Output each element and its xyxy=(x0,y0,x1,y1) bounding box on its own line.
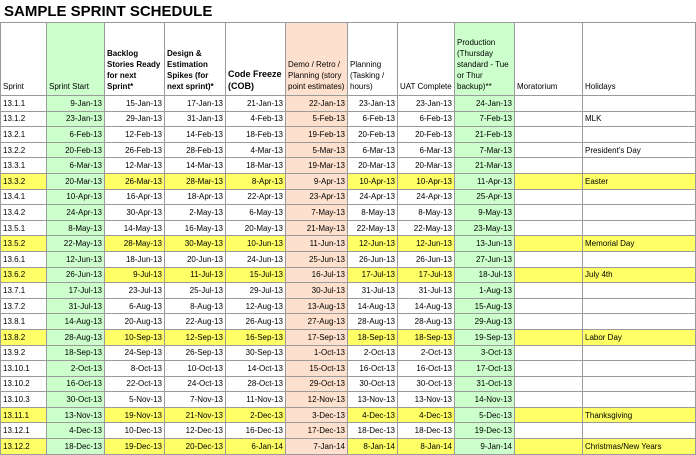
cell-production[interactable]: 5-Dec-13 xyxy=(455,407,515,423)
cell-moratorium[interactable] xyxy=(515,236,583,252)
cell-uat[interactable]: 6-Feb-13 xyxy=(398,111,455,127)
cell-demo[interactable]: 27-Aug-13 xyxy=(286,314,348,330)
cell-holiday[interactable] xyxy=(583,392,696,408)
cell-production[interactable]: 13-Jun-13 xyxy=(455,236,515,252)
cell-planning[interactable]: 28-Aug-13 xyxy=(348,314,398,330)
cell-design[interactable]: 24-Oct-13 xyxy=(165,376,226,392)
cell-code-freeze[interactable]: 16-Sep-13 xyxy=(226,329,286,345)
cell-holiday[interactable]: MLK xyxy=(583,111,696,127)
cell-code-freeze[interactable]: 10-Jun-13 xyxy=(226,236,286,252)
cell-uat[interactable]: 30-Oct-13 xyxy=(398,376,455,392)
cell-backlog[interactable]: 12-Feb-13 xyxy=(105,127,165,143)
cell-planning[interactable]: 4-Dec-13 xyxy=(348,407,398,423)
cell-backlog[interactable]: 26-Mar-13 xyxy=(105,173,165,189)
cell-code-freeze[interactable]: 16-Dec-13 xyxy=(226,423,286,439)
cell-design[interactable]: 12-Sep-13 xyxy=(165,329,226,345)
cell-backlog[interactable]: 22-Oct-13 xyxy=(105,376,165,392)
cell-sprint-start[interactable]: 2-Oct-13 xyxy=(47,361,105,377)
cell-uat[interactable]: 10-Apr-13 xyxy=(398,173,455,189)
cell-sprint[interactable]: 13.5.2 xyxy=(1,236,47,252)
cell-sprint-start[interactable]: 28-Aug-13 xyxy=(47,329,105,345)
cell-design[interactable]: 8-Aug-13 xyxy=(165,298,226,314)
cell-planning[interactable]: 12-Jun-13 xyxy=(348,236,398,252)
cell-backlog[interactable]: 19-Dec-13 xyxy=(105,439,165,455)
cell-uat[interactable]: 20-Mar-13 xyxy=(398,158,455,174)
cell-planning[interactable]: 8-May-13 xyxy=(348,205,398,221)
cell-production[interactable]: 19-Dec-13 xyxy=(455,423,515,439)
cell-sprint[interactable]: 13.11.1 xyxy=(1,407,47,423)
cell-demo[interactable]: 16-Jul-13 xyxy=(286,267,348,283)
cell-holiday[interactable]: Easter xyxy=(583,173,696,189)
cell-sprint[interactable]: 13.3.1 xyxy=(1,158,47,174)
table-row xyxy=(1,314,696,330)
cell-holiday[interactable]: Christmas/New Years xyxy=(583,439,696,455)
table-row xyxy=(1,205,696,221)
cell-holiday[interactable] xyxy=(583,205,696,221)
cell-backlog[interactable]: 6-Aug-13 xyxy=(105,298,165,314)
cell-demo[interactable]: 22-Jan-13 xyxy=(286,96,348,112)
cell-moratorium[interactable] xyxy=(515,111,583,127)
cell-code-freeze[interactable]: 29-Jul-13 xyxy=(226,283,286,299)
cell-sprint-start[interactable]: 12-Jun-13 xyxy=(47,251,105,267)
cell-code-freeze[interactable]: 28-Oct-13 xyxy=(226,376,286,392)
cell-uat[interactable]: 26-Jun-13 xyxy=(398,251,455,267)
cell-planning[interactable]: 10-Apr-13 xyxy=(348,173,398,189)
cell-demo[interactable]: 7-Jan-14 xyxy=(286,439,348,455)
cell-sprint[interactable]: 13.8.1 xyxy=(1,314,47,330)
cell-planning[interactable]: 30-Oct-13 xyxy=(348,376,398,392)
cell-production[interactable]: 15-Aug-13 xyxy=(455,298,515,314)
table-row xyxy=(1,142,696,158)
cell-backlog[interactable]: 24-Sep-13 xyxy=(105,345,165,361)
cell-uat[interactable]: 16-Oct-13 xyxy=(398,361,455,377)
cell-holiday[interactable] xyxy=(583,423,696,439)
cell-moratorium[interactable] xyxy=(515,173,583,189)
header-backlog[interactable]: Backlog Stories Ready for next Sprint* xyxy=(105,23,165,96)
cell-demo[interactable]: 17-Sep-13 xyxy=(286,329,348,345)
cell-sprint-start[interactable]: 10-Apr-13 xyxy=(47,189,105,205)
table-row xyxy=(1,236,696,252)
cell-code-freeze[interactable]: 18-Feb-13 xyxy=(226,127,286,143)
cell-backlog[interactable]: 30-Apr-13 xyxy=(105,205,165,221)
cell-design[interactable]: 12-Dec-13 xyxy=(165,423,226,439)
table-row xyxy=(1,423,696,439)
cell-holiday[interactable] xyxy=(583,251,696,267)
cell-production[interactable]: 21-Feb-13 xyxy=(455,127,515,143)
cell-sprint-start[interactable]: 17-Jul-13 xyxy=(47,283,105,299)
cell-moratorium[interactable] xyxy=(515,423,583,439)
cell-sprint-start[interactable]: 16-Oct-13 xyxy=(47,376,105,392)
table-row xyxy=(1,158,696,174)
cell-sprint-start[interactable]: 6-Feb-13 xyxy=(47,127,105,143)
cell-sprint[interactable]: 13.1.1 xyxy=(1,96,47,112)
cell-planning[interactable]: 16-Oct-13 xyxy=(348,361,398,377)
cell-design[interactable]: 22-Aug-13 xyxy=(165,314,226,330)
cell-backlog[interactable]: 9-Jul-13 xyxy=(105,267,165,283)
cell-sprint[interactable]: 13.4.1 xyxy=(1,189,47,205)
cell-planning[interactable]: 13-Nov-13 xyxy=(348,392,398,408)
cell-code-freeze[interactable]: 12-Aug-13 xyxy=(226,298,286,314)
cell-production[interactable]: 11-Apr-13 xyxy=(455,173,515,189)
cell-production[interactable]: 23-May-13 xyxy=(455,220,515,236)
cell-holiday[interactable]: Thanksgiving xyxy=(583,407,696,423)
cell-sprint[interactable]: 13.10.2 xyxy=(1,376,47,392)
cell-backlog[interactable]: 28-May-13 xyxy=(105,236,165,252)
cell-demo[interactable]: 19-Feb-13 xyxy=(286,127,348,143)
cell-code-freeze[interactable]: 20-May-13 xyxy=(226,220,286,236)
cell-moratorium[interactable] xyxy=(515,392,583,408)
cell-code-freeze[interactable]: 24-Jun-13 xyxy=(226,251,286,267)
cell-design[interactable]: 17-Jan-13 xyxy=(165,96,226,112)
cell-moratorium[interactable] xyxy=(515,96,583,112)
cell-backlog[interactable]: 16-Apr-13 xyxy=(105,189,165,205)
cell-demo[interactable]: 5-Mar-13 xyxy=(286,142,348,158)
table-row xyxy=(1,173,696,189)
cell-demo[interactable]: 9-Apr-13 xyxy=(286,173,348,189)
table-row xyxy=(1,111,696,127)
table-row xyxy=(1,251,696,267)
cell-backlog[interactable]: 26-Feb-13 xyxy=(105,142,165,158)
cell-uat[interactable]: 8-May-13 xyxy=(398,205,455,221)
cell-sprint[interactable]: 13.12.2 xyxy=(1,439,47,455)
cell-holiday[interactable] xyxy=(583,298,696,314)
cell-backlog[interactable]: 5-Nov-13 xyxy=(105,392,165,408)
cell-sprint-start[interactable]: 22-May-13 xyxy=(47,236,105,252)
cell-sprint-start[interactable]: 13-Nov-13 xyxy=(47,407,105,423)
table-row xyxy=(1,220,696,236)
cell-design[interactable]: 31-Jan-13 xyxy=(165,111,226,127)
cell-moratorium[interactable] xyxy=(515,376,583,392)
cell-design[interactable]: 10-Oct-13 xyxy=(165,361,226,377)
cell-sprint-start[interactable]: 26-Jun-13 xyxy=(47,267,105,283)
cell-backlog[interactable]: 10-Dec-13 xyxy=(105,423,165,439)
cell-demo[interactable]: 1-Oct-13 xyxy=(286,345,348,361)
cell-sprint[interactable]: 13.2.1 xyxy=(1,127,47,143)
header-uat[interactable]: UAT Complete xyxy=(398,23,455,96)
cell-production[interactable]: 9-Jan-14 xyxy=(455,439,515,455)
cell-production[interactable]: 31-Oct-13 xyxy=(455,376,515,392)
cell-demo[interactable]: 7-May-13 xyxy=(286,205,348,221)
cell-holiday[interactable]: President's Day xyxy=(583,142,696,158)
cell-moratorium[interactable] xyxy=(515,189,583,205)
cell-holiday[interactable] xyxy=(583,189,696,205)
cell-sprint-start[interactable]: 20-Feb-13 xyxy=(47,142,105,158)
cell-design[interactable]: 30-May-13 xyxy=(165,236,226,252)
header-demo[interactable]: Demo / Retro / Planning (story point estimates) xyxy=(286,23,348,96)
cell-planning[interactable]: 24-Apr-13 xyxy=(348,189,398,205)
cell-holiday[interactable] xyxy=(583,127,696,143)
header-row xyxy=(1,23,696,96)
cell-holiday[interactable] xyxy=(583,96,696,112)
cell-production[interactable]: 17-Oct-13 xyxy=(455,361,515,377)
cell-code-freeze[interactable]: 4-Mar-13 xyxy=(226,142,286,158)
cell-design[interactable]: 28-Feb-13 xyxy=(165,142,226,158)
cell-sprint[interactable]: 13.4.2 xyxy=(1,205,47,221)
cell-uat[interactable]: 28-Aug-13 xyxy=(398,314,455,330)
cell-sprint-start[interactable]: 18-Dec-13 xyxy=(47,439,105,455)
cell-holiday[interactable] xyxy=(583,220,696,236)
cell-code-freeze[interactable]: 6-May-13 xyxy=(226,205,286,221)
cell-sprint-start[interactable]: 14-Aug-13 xyxy=(47,314,105,330)
cell-sprint-start[interactable]: 9-Jan-13 xyxy=(47,96,105,112)
cell-planning[interactable]: 14-Aug-13 xyxy=(348,298,398,314)
table-row xyxy=(1,283,696,299)
cell-uat[interactable]: 6-Mar-13 xyxy=(398,142,455,158)
table-row xyxy=(1,329,696,345)
cell-sprint-start[interactable]: 4-Dec-13 xyxy=(47,423,105,439)
cell-sprint-start[interactable]: 8-May-13 xyxy=(47,220,105,236)
cell-sprint-start[interactable]: 30-Oct-13 xyxy=(47,392,105,408)
header-moratorium[interactable]: Moratorium xyxy=(515,23,583,96)
header-planning[interactable]: Planning (Tasking / hours) xyxy=(348,23,398,96)
table-row xyxy=(1,345,696,361)
cell-design[interactable]: 20-Dec-13 xyxy=(165,439,226,455)
cell-moratorium[interactable] xyxy=(515,158,583,174)
header-design[interactable]: Design & Estimation Spikes (for next sprint)* xyxy=(165,23,226,96)
cell-sprint[interactable]: 13.1.2 xyxy=(1,111,47,127)
cell-design[interactable]: 14-Mar-13 xyxy=(165,158,226,174)
cell-planning[interactable]: 26-Jun-13 xyxy=(348,251,398,267)
cell-sprint[interactable]: 13.10.3 xyxy=(1,392,47,408)
cell-holiday[interactable] xyxy=(583,314,696,330)
cell-demo[interactable]: 25-Jun-13 xyxy=(286,251,348,267)
cell-uat[interactable]: 20-Feb-13 xyxy=(398,127,455,143)
cell-sprint[interactable]: 13.5.1 xyxy=(1,220,47,236)
cell-code-freeze[interactable]: 30-Sep-13 xyxy=(226,345,286,361)
cell-backlog[interactable]: 15-Jan-13 xyxy=(105,96,165,112)
cell-demo[interactable]: 12-Nov-13 xyxy=(286,392,348,408)
header-production[interactable]: Production (Thursday standard - Tue or Thur backup)** xyxy=(455,23,515,96)
cell-design[interactable]: 21-Nov-13 xyxy=(165,407,226,423)
cell-code-freeze[interactable]: 8-Apr-13 xyxy=(226,173,286,189)
table-row xyxy=(1,407,696,423)
cell-uat[interactable]: 17-Jul-13 xyxy=(398,267,455,283)
cell-production[interactable]: 7-Mar-13 xyxy=(455,142,515,158)
cell-moratorium[interactable] xyxy=(515,283,583,299)
cell-sprint-start[interactable]: 31-Jul-13 xyxy=(47,298,105,314)
cell-uat[interactable]: 22-May-13 xyxy=(398,220,455,236)
table-row xyxy=(1,392,696,408)
cell-moratorium[interactable] xyxy=(515,142,583,158)
table-row xyxy=(1,361,696,377)
cell-backlog[interactable]: 19-Nov-13 xyxy=(105,407,165,423)
header-code-freeze[interactable]: Code Freeze (COB) xyxy=(226,23,286,96)
cell-demo[interactable]: 30-Jul-13 xyxy=(286,283,348,299)
cell-code-freeze[interactable]: 11-Nov-13 xyxy=(226,392,286,408)
cell-planning[interactable]: 31-Jul-13 xyxy=(348,283,398,299)
cell-demo[interactable]: 23-Apr-13 xyxy=(286,189,348,205)
cell-sprint-start[interactable]: 18-Sep-13 xyxy=(47,345,105,361)
cell-moratorium[interactable] xyxy=(515,251,583,267)
cell-uat[interactable]: 31-Jul-13 xyxy=(398,283,455,299)
cell-backlog[interactable]: 8-Oct-13 xyxy=(105,361,165,377)
cell-code-freeze[interactable]: 4-Feb-13 xyxy=(226,111,286,127)
cell-production[interactable]: 27-Jun-13 xyxy=(455,251,515,267)
cell-production[interactable]: 24-Jan-13 xyxy=(455,96,515,112)
cell-demo[interactable]: 5-Feb-13 xyxy=(286,111,348,127)
cell-sprint[interactable]: 13.6.2 xyxy=(1,267,47,283)
cell-uat[interactable]: 18-Dec-13 xyxy=(398,423,455,439)
cell-sprint-start[interactable]: 24-Apr-13 xyxy=(47,205,105,221)
cell-backlog[interactable]: 23-Jul-13 xyxy=(105,283,165,299)
cell-moratorium[interactable] xyxy=(515,220,583,236)
cell-demo[interactable]: 11-Jun-13 xyxy=(286,236,348,252)
cell-holiday[interactable]: July 4th xyxy=(583,267,696,283)
cell-sprint[interactable]: 13.8.2 xyxy=(1,329,47,345)
cell-planning[interactable]: 22-May-13 xyxy=(348,220,398,236)
cell-sprint[interactable]: 13.2.2 xyxy=(1,142,47,158)
cell-backlog[interactable]: 29-Jan-13 xyxy=(105,111,165,127)
header-sprint[interactable]: Sprint xyxy=(1,23,47,96)
cell-moratorium[interactable] xyxy=(515,329,583,345)
cell-moratorium[interactable] xyxy=(515,345,583,361)
cell-moratorium[interactable] xyxy=(515,205,583,221)
cell-design[interactable]: 7-Nov-13 xyxy=(165,392,226,408)
cell-code-freeze[interactable]: 21-Jan-13 xyxy=(226,96,286,112)
cell-planning[interactable]: 18-Dec-13 xyxy=(348,423,398,439)
cell-design[interactable]: 16-May-13 xyxy=(165,220,226,236)
cell-moratorium[interactable] xyxy=(515,361,583,377)
cell-planning[interactable]: 18-Sep-13 xyxy=(348,329,398,345)
cell-production[interactable]: 9-May-13 xyxy=(455,205,515,221)
cell-uat[interactable]: 18-Sep-13 xyxy=(398,329,455,345)
cell-code-freeze[interactable]: 18-Mar-13 xyxy=(226,158,286,174)
cell-backlog[interactable]: 12-Mar-13 xyxy=(105,158,165,174)
cell-moratorium[interactable] xyxy=(515,314,583,330)
cell-demo[interactable]: 3-Dec-13 xyxy=(286,407,348,423)
cell-planning[interactable]: 6-Feb-13 xyxy=(348,111,398,127)
cell-sprint-start[interactable]: 6-Mar-13 xyxy=(47,158,105,174)
cell-holiday[interactable] xyxy=(583,158,696,174)
cell-moratorium[interactable] xyxy=(515,439,583,455)
cell-uat[interactable]: 12-Jun-13 xyxy=(398,236,455,252)
cell-uat[interactable]: 13-Nov-13 xyxy=(398,392,455,408)
cell-design[interactable]: 26-Sep-13 xyxy=(165,345,226,361)
cell-code-freeze[interactable]: 15-Jul-13 xyxy=(226,267,286,283)
cell-sprint-start[interactable]: 23-Jan-13 xyxy=(47,111,105,127)
cell-design[interactable]: 11-Jul-13 xyxy=(165,267,226,283)
cell-demo[interactable]: 21-May-13 xyxy=(286,220,348,236)
cell-sprint[interactable]: 13.6.1 xyxy=(1,251,47,267)
cell-code-freeze[interactable]: 6-Jan-14 xyxy=(226,439,286,455)
cell-design[interactable]: 28-Mar-13 xyxy=(165,173,226,189)
cell-production[interactable]: 21-Mar-13 xyxy=(455,158,515,174)
cell-holiday[interactable]: Memorial Day xyxy=(583,236,696,252)
cell-code-freeze[interactable]: 22-Apr-13 xyxy=(226,189,286,205)
cell-moratorium[interactable] xyxy=(515,127,583,143)
table-row xyxy=(1,127,696,143)
cell-planning[interactable]: 17-Jul-13 xyxy=(348,267,398,283)
cell-uat[interactable]: 8-Jan-14 xyxy=(398,439,455,455)
cell-holiday[interactable] xyxy=(583,361,696,377)
cell-demo[interactable]: 19-Mar-13 xyxy=(286,158,348,174)
header-holidays[interactable]: Holidays xyxy=(583,23,696,96)
cell-demo[interactable]: 15-Oct-13 xyxy=(286,361,348,377)
cell-production[interactable]: 14-Nov-13 xyxy=(455,392,515,408)
header-sprint-start[interactable]: Sprint Start xyxy=(47,23,105,96)
cell-holiday[interactable] xyxy=(583,345,696,361)
cell-planning[interactable]: 2-Oct-13 xyxy=(348,345,398,361)
table-row xyxy=(1,439,696,455)
cell-code-freeze[interactable]: 2-Dec-13 xyxy=(226,407,286,423)
cell-production[interactable]: 18-Jul-13 xyxy=(455,267,515,283)
cell-production[interactable]: 19-Sep-13 xyxy=(455,329,515,345)
cell-backlog[interactable]: 10-Sep-13 xyxy=(105,329,165,345)
cell-sprint[interactable]: 13.7.1 xyxy=(1,283,47,299)
cell-production[interactable]: 7-Feb-13 xyxy=(455,111,515,127)
cell-production[interactable]: 1-Aug-13 xyxy=(455,283,515,299)
sprint-schedule-table xyxy=(0,22,696,455)
cell-planning[interactable]: 20-Feb-13 xyxy=(348,127,398,143)
cell-design[interactable]: 25-Jul-13 xyxy=(165,283,226,299)
cell-demo[interactable]: 13-Aug-13 xyxy=(286,298,348,314)
cell-planning[interactable]: 23-Jan-13 xyxy=(348,96,398,112)
cell-sprint[interactable]: 13.10.1 xyxy=(1,361,47,377)
cell-sprint-start[interactable]: 20-Mar-13 xyxy=(47,173,105,189)
table-row xyxy=(1,189,696,205)
cell-design[interactable]: 20-Jun-13 xyxy=(165,251,226,267)
cell-backlog[interactable]: 20-Aug-13 xyxy=(105,314,165,330)
cell-moratorium[interactable] xyxy=(515,407,583,423)
cell-planning[interactable]: 8-Jan-14 xyxy=(348,439,398,455)
cell-backlog[interactable]: 18-Jun-13 xyxy=(105,251,165,267)
cell-production[interactable]: 29-Aug-13 xyxy=(455,314,515,330)
cell-holiday[interactable] xyxy=(583,376,696,392)
cell-holiday[interactable] xyxy=(583,283,696,299)
cell-design[interactable]: 2-May-13 xyxy=(165,205,226,221)
cell-sprint[interactable]: 13.9.2 xyxy=(1,345,47,361)
sheet-title: SAMPLE SPRINT SCHEDULE xyxy=(4,3,213,20)
table-row xyxy=(1,298,696,314)
table-row xyxy=(1,267,696,283)
cell-production[interactable]: 3-Oct-13 xyxy=(455,345,515,361)
cell-moratorium[interactable] xyxy=(515,267,583,283)
cell-uat[interactable]: 14-Aug-13 xyxy=(398,298,455,314)
cell-uat[interactable]: 24-Apr-13 xyxy=(398,189,455,205)
cell-uat[interactable]: 4-Dec-13 xyxy=(398,407,455,423)
cell-code-freeze[interactable]: 26-Aug-13 xyxy=(226,314,286,330)
cell-moratorium[interactable] xyxy=(515,298,583,314)
cell-sprint[interactable]: 13.3.2 xyxy=(1,173,47,189)
cell-uat[interactable]: 2-Oct-13 xyxy=(398,345,455,361)
table-row xyxy=(1,376,696,392)
cell-demo[interactable]: 29-Oct-13 xyxy=(286,376,348,392)
cell-sprint[interactable]: 13.7.2 xyxy=(1,298,47,314)
cell-production[interactable]: 25-Apr-13 xyxy=(455,189,515,205)
cell-design[interactable]: 14-Feb-13 xyxy=(165,127,226,143)
cell-design[interactable]: 18-Apr-13 xyxy=(165,189,226,205)
cell-uat[interactable]: 23-Jan-13 xyxy=(398,96,455,112)
cell-code-freeze[interactable]: 14-Oct-13 xyxy=(226,361,286,377)
cell-sprint[interactable]: 13.12.1 xyxy=(1,423,47,439)
cell-holiday[interactable]: Labor Day xyxy=(583,329,696,345)
cell-backlog[interactable]: 14-May-13 xyxy=(105,220,165,236)
table-row xyxy=(1,96,696,112)
cell-demo[interactable]: 17-Dec-13 xyxy=(286,423,348,439)
cell-planning[interactable]: 20-Mar-13 xyxy=(348,158,398,174)
cell-planning[interactable]: 6-Mar-13 xyxy=(348,142,398,158)
